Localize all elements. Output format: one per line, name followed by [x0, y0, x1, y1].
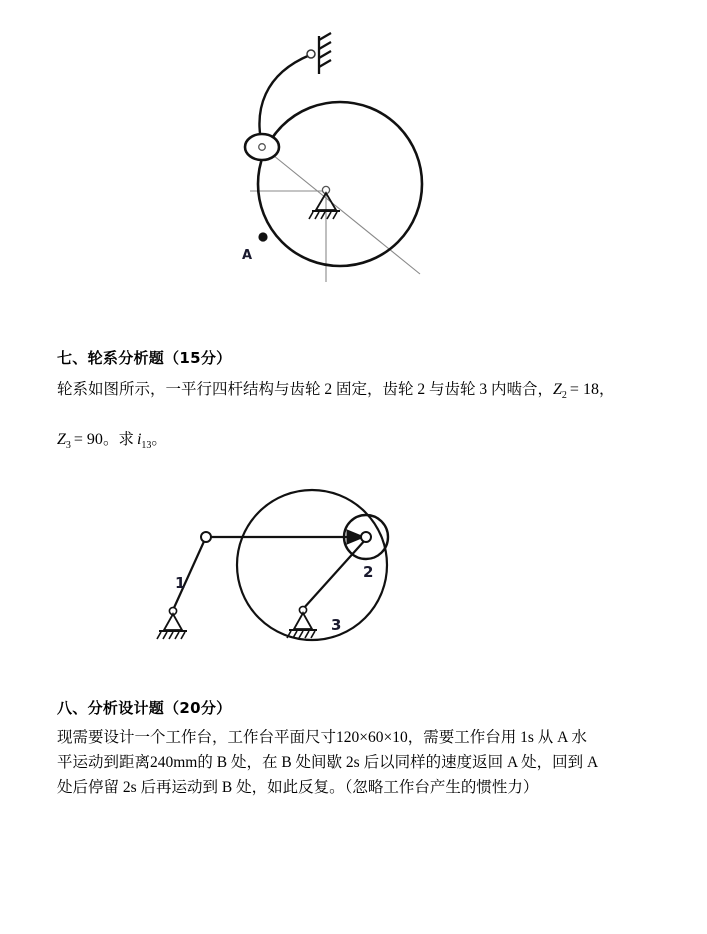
ask-word: 求: [118, 431, 134, 449]
z3-subscript: 3: [65, 440, 71, 452]
section-eight: [57, 697, 657, 800]
section-seven-heading: 七、轮系分析题（15分）: [57, 349, 232, 367]
support-hatching: [309, 212, 337, 219]
section-seven: [57, 347, 657, 461]
section-eight-body: 现需要设计一个工作台，工作台平面尺寸120×60×10，需要工作台用 1s 从 A 水平运动到距离240mm的 B 处，在 B 处间歇 2s 后以同样的速度返回 A 处，回到 A 处后停留 2s 后再运动到 B 处，如此反复。（忽略工作台产生的惯性力）: [57, 729, 598, 796]
point-a-label: A: [242, 248, 253, 263]
z3-letter: Z: [57, 431, 66, 449]
i-subscript: 13: [141, 440, 152, 452]
gear-train-linkage-diagram: [150, 480, 440, 650]
gear2-label: 2: [363, 563, 374, 581]
cam-circle: [258, 102, 422, 266]
z3-value: = 90: [73, 431, 103, 449]
i13-symbol: [136, 431, 152, 452]
section-seven-body: [57, 375, 657, 461]
z2-value: = 18: [569, 381, 599, 398]
point-a-marker: [258, 232, 267, 241]
ground-support-left: [157, 607, 187, 639]
z3-symbol: [57, 431, 71, 452]
section-eight-heading: 八、分析设计题（20分）: [57, 699, 232, 717]
gear3-label: 3: [331, 616, 342, 634]
follower-arm: [260, 55, 310, 145]
upper-pivot-joint: [307, 50, 315, 58]
center-support-triangle: [294, 613, 312, 629]
ground-symbol-vertical: [319, 33, 331, 74]
z2-symbol: [553, 381, 567, 402]
cam-mechanism-diagram: [228, 24, 458, 299]
section-seven-equation-line: [57, 425, 657, 461]
gear2-center-joint: [361, 532, 371, 542]
ground-support-center: [287, 606, 317, 638]
end-period: 。: [151, 431, 167, 449]
z2-subscript: 2: [561, 390, 567, 402]
z2-letter: Z: [553, 381, 562, 398]
left-support-hatching: [157, 632, 185, 639]
i-letter: i: [136, 431, 142, 449]
roller-pin: [259, 144, 266, 151]
section-seven-body-text: 轮系如图所示，一平行四杆结构与齿轮 2 固定，齿轮 2 与齿轮 3 内啮合，: [57, 381, 554, 398]
coupler-left-joint: [201, 532, 211, 542]
period-after-z3: 。: [102, 431, 119, 449]
left-support-triangle: [164, 614, 182, 630]
link1-label: 1: [175, 574, 186, 592]
comma-after-z2: ，: [598, 381, 615, 398]
carrier-link: [303, 539, 366, 609]
